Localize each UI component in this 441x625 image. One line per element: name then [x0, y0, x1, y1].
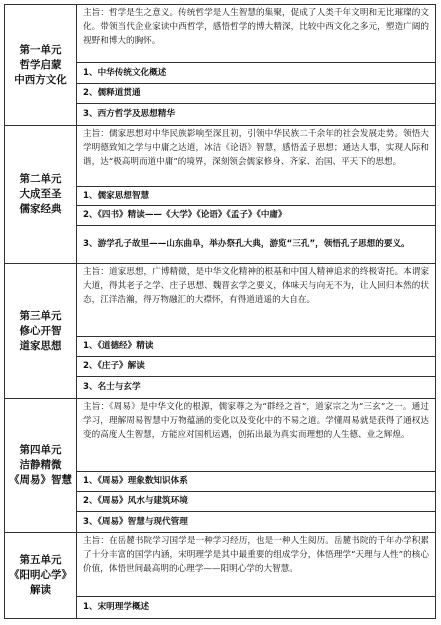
unit-goal: 主旨：《周易》是中华文化的根源，儒家尊之为“群经之首”，道家宗之为“三玄”之一。通过学习，理解周易智慧中万物蕴涵的变化以及变化中的不易之道。学懂周易就是获得了通权达变的高度人生智慧，方能应对国机运遇，创拓出最为真实而理想的人生德、业之辉煌。	[77, 399, 435, 472]
unit-content	[77, 264, 435, 398]
unit-item: 2、《庄子》解读	[77, 357, 435, 377]
unit-row	[5, 5, 435, 126]
unit-content	[77, 533, 435, 618]
unit-title: 第一单元 哲学启蒙 中西方文化	[14, 43, 67, 86]
unit-goal: 主旨：道家思想，广博精微，是中华文化精神的根基和中国人精神追求的终极寄托。本谓家大道，得其老子之学、庄子思想、魏晋玄学之要义，体味天与向无不为，让人回归本然的状态，江洋浩瀚，得万物融汇的大襟怀，有得道逍遥的大自在。	[77, 264, 435, 337]
unit-row	[5, 126, 435, 264]
unit-title-cell	[5, 5, 77, 125]
unit-title-cell	[5, 533, 77, 618]
unit-title: 第五单元 《阳明心学》 解读	[9, 554, 72, 596]
unit-item: 3、《周易》智慧与现代管理	[83, 516, 188, 527]
unit-title: 第三单元 修心开智 道家思想	[19, 309, 62, 352]
unit-goal: 主旨：儒家思想对中华民族影响至深且初，引领中华民族二千余年的社会发展走势。领悟大学明德致知之学与中庸之达道，冰洁《论语》智慧，感悟孟子思想；通达人事，实现人际和谐，达“极高明而道中庸”的境界，深刻领会儒家修身、齐家、治国、平天下的思想。	[77, 126, 435, 187]
unit-title-cell	[5, 264, 77, 398]
unit-row	[5, 264, 435, 399]
unit-content	[77, 399, 435, 532]
unit-item: 1、宋明理学概述	[83, 601, 150, 612]
unit-goal: 主旨：哲学是生之意义。传统哲学是人生智慧的集聚，促成了人类千年文明和无比璀璨的文化。带领当代企业家读中西哲学，感悟哲学的博大精深，比较中西文化之多元，塑造广阔的视野和博大的胸怀。	[77, 5, 435, 63]
curriculum-table	[4, 4, 436, 619]
unit-item: 2、儒释道贯通	[77, 84, 435, 104]
unit-title-cell	[5, 126, 77, 263]
unit-title-cell	[5, 399, 77, 532]
unit-title: 第二单元 大成至圣 儒家经典	[19, 173, 62, 215]
unit-content	[77, 5, 435, 125]
unit-item: 3、名士与玄学	[83, 382, 141, 392]
unit-item: 3、游学孔子故里——山东曲阜，举办祭孔大典，游览“三孔”，领悟孔子思想的要义。	[83, 239, 410, 249]
unit-content	[77, 126, 435, 263]
unit-item: 2、《周易》风水与建筑环境	[77, 492, 435, 512]
unit-item: 3、西方哲学及思想精华	[83, 109, 175, 119]
unit-item: 1、儒家思想智慧	[77, 187, 435, 206]
unit-row	[5, 533, 435, 618]
unit-title: 第四单元 洁静精微 《周易》智慧	[9, 444, 72, 486]
unit-row	[5, 399, 435, 533]
unit-item: 1、《周易》理象数知识体系	[77, 472, 435, 492]
unit-item: 1、中华传统文化概述	[77, 63, 435, 84]
unit-goal: 主旨：在岳麓书院学习国学是一种学习经历，也是一种人生阅历。岳麓书院的千年办学积累了十分丰富的国学内涵，宋明理学是其中最重要的组成学分，体悟理学“天理与人性”的核心价值，体悟世间最高明的心理学——阳明心学的大智慧。	[77, 533, 435, 597]
unit-item: 1、《道德经》精读	[77, 337, 435, 357]
unit-item: 2、《四书》精读——《大学》《论语》《孟子》《中庸》	[77, 206, 435, 226]
